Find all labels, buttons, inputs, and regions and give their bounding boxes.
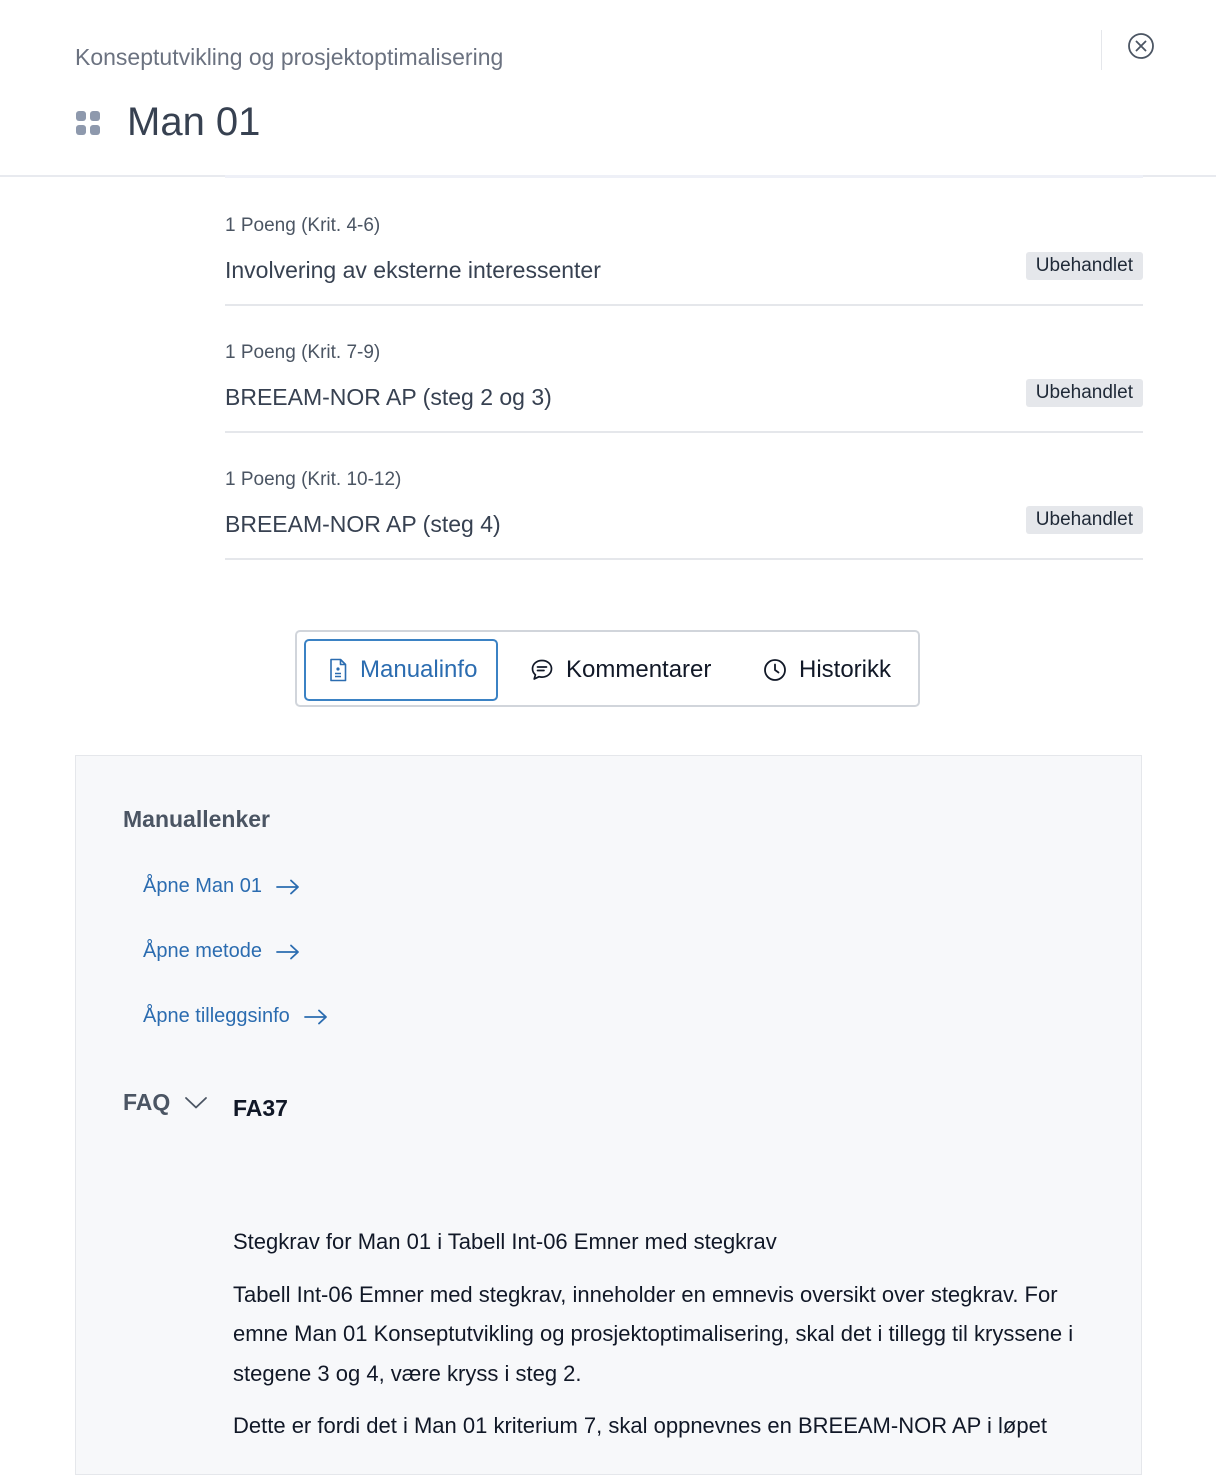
chevron-down-icon	[184, 1096, 208, 1110]
criterion-row[interactable]	[225, 177, 1143, 306]
faq-toggle[interactable]	[123, 1089, 208, 1116]
status-badge: Ubehandlet	[1026, 252, 1143, 280]
criterion-row[interactable]	[225, 304, 1143, 433]
link-open-tilleggsinfo[interactable]	[143, 1005, 328, 1028]
close-circle-icon	[1127, 32, 1155, 60]
criterion-name: BREEAM-NOR AP (steg 2 og 3)	[225, 384, 552, 410]
faq-label: FAQ	[123, 1089, 171, 1115]
arrow-right-icon	[304, 1009, 328, 1025]
link-label: Åpne tilleggsinfo	[143, 1005, 290, 1027]
manual-links-heading: Manuallenker	[123, 806, 270, 832]
status-badge: Ubehandlet	[1026, 379, 1143, 407]
criterion-points: 1 Poeng (Krit. 7-9)	[225, 342, 381, 363]
tab-label: Kommentarer	[566, 656, 712, 683]
tab-label: Manualinfo	[360, 656, 478, 683]
document-icon	[328, 658, 348, 682]
faq-paragraph: Dette er fordi det i Man 01 kriterium 7, skal oppnevnes en BREEAM-NOR AP i løpet	[233, 1413, 1047, 1438]
tab-kommentarer[interactable]	[530, 639, 711, 701]
tab-historikk[interactable]	[763, 639, 891, 701]
header-divider	[1101, 30, 1102, 70]
link-label: Åpne metode	[143, 940, 262, 962]
faq-paragraph: Stegkrav for Man 01 i Tabell Int-06 Emner med stegkrav	[233, 1229, 777, 1254]
link-open-metode[interactable]	[143, 940, 300, 963]
link-open-man01[interactable]	[143, 875, 300, 898]
tab-label: Historikk	[799, 656, 892, 683]
manualinfo-panel	[75, 755, 1142, 1475]
page-title: Man 01	[127, 100, 261, 144]
tab-manualinfo[interactable]	[304, 639, 498, 701]
criterion-row[interactable]	[225, 431, 1143, 560]
criterion-points: 1 Poeng (Krit. 4-6)	[225, 215, 381, 236]
arrow-right-icon	[276, 879, 300, 895]
faq-id: FA37	[233, 1095, 288, 1121]
arrow-right-icon	[276, 944, 300, 960]
status-badge: Ubehandlet	[1026, 506, 1143, 534]
link-label: Åpne Man 01	[143, 875, 262, 897]
faq-paragraph: Tabell Int-06 Emner med stegkrav, inneholder en emnevis oversikt over stegkrav. For emne Man 01 Konseptutvikling og prosjektoptimalisering, skal det i tillegg til kryssene i stegene 3 og 4, være kryss i steg 2.	[233, 1281, 1074, 1386]
close-button[interactable]	[1127, 32, 1155, 60]
page-subtitle: Konseptutvikling og prosjektoptimalisering	[75, 44, 504, 70]
faq-answer	[233, 1222, 1113, 1459]
comment-icon	[530, 658, 554, 682]
clock-icon	[763, 658, 787, 682]
criterion-name: BREEAM-NOR AP (steg 4)	[225, 511, 501, 537]
tab-bar	[295, 630, 920, 707]
criterion-points: 1 Poeng (Krit. 10-12)	[225, 469, 402, 490]
criterion-name: Involvering av eksterne interessenter	[225, 257, 601, 283]
modal-header	[0, 0, 1216, 177]
grid-icon	[76, 111, 100, 135]
title-row	[76, 100, 260, 145]
